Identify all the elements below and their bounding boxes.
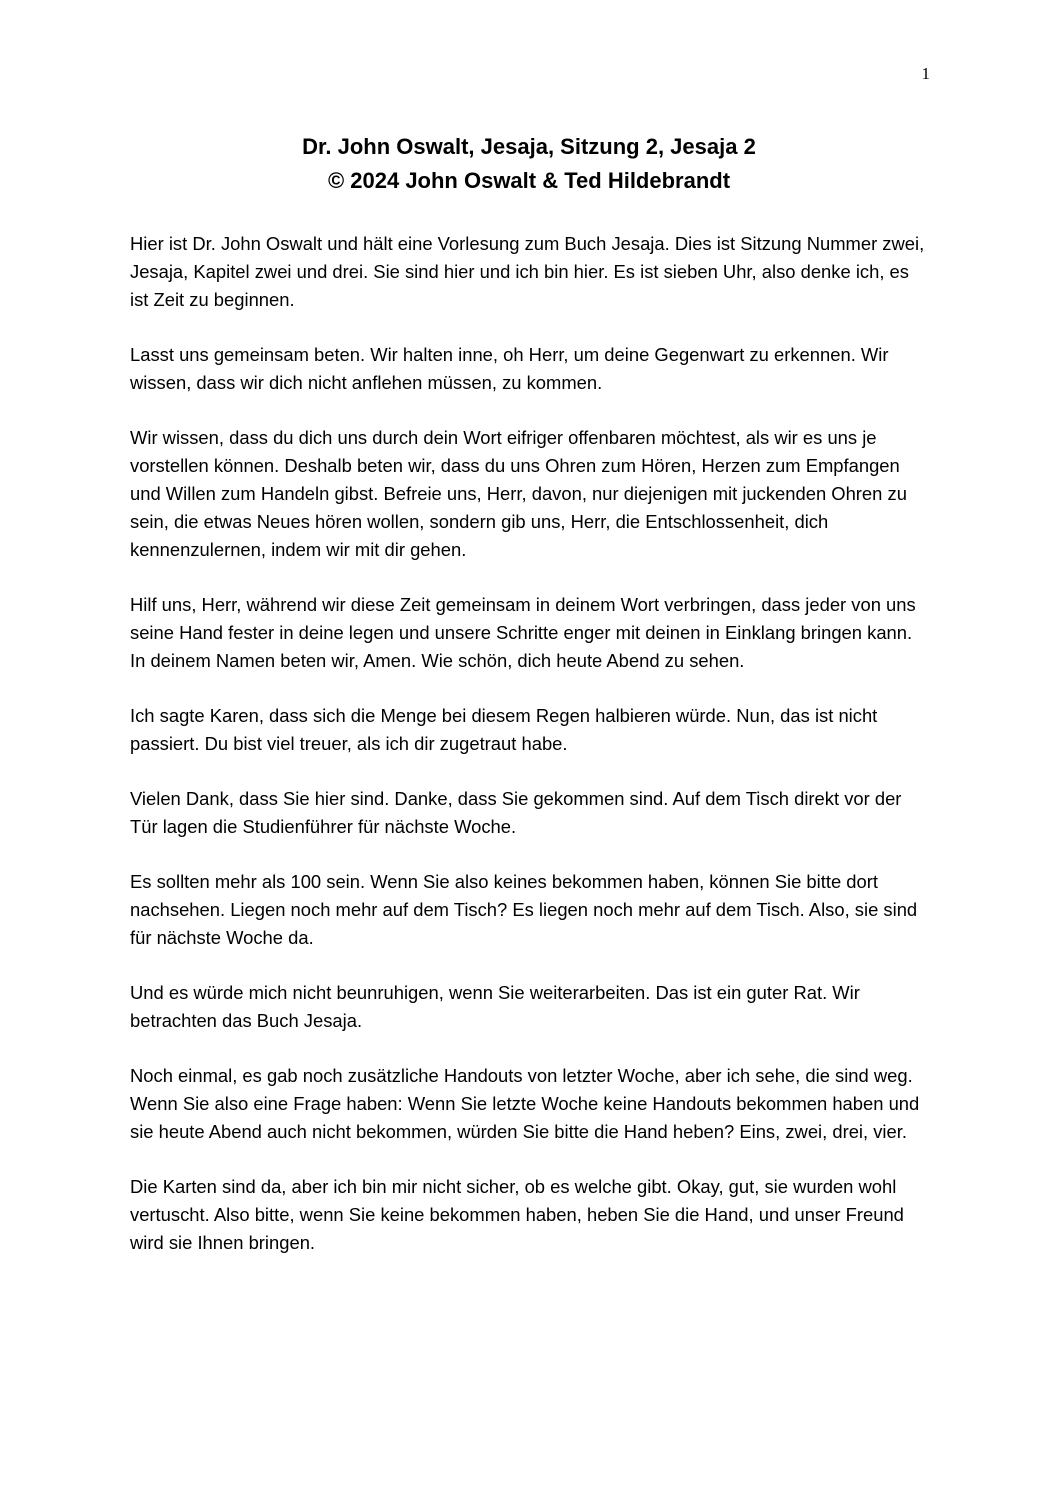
paragraph-8: Und es würde mich nicht beunruhigen, wenn Sie weiterarbeiten. Das ist ein guter Rat. Wir betrachten das Buch Jesaja.: [130, 982, 860, 1031]
paragraph-6: Vielen Dank, dass Sie hier sind. Danke, dass Sie gekommen sind. Auf dem Tisch direkt vor der Tür lagen die Studienführer für nächste Woche.: [130, 788, 902, 837]
paragraph-3: Wir wissen, dass du dich uns durch dein Wort eifriger offenbaren möchtest, als wir es uns je vorstellen können. Deshalb beten wir, dass du uns Ohren zum Hören, Herzen zum Empfangen und Willen zum Handeln gibst. Befreie uns, Herr, davon, nur diejenigen mit juckenden Ohren zu sein, die etwas Neues hören wollen, sondern gib uns, Herr, die Entschlossenheit, dich kennenzulernen, indem wir mit dir gehen.: [130, 427, 907, 560]
document-title: [0, 130, 1058, 198]
document-body: [130, 230, 930, 1284]
paragraph-1: Hier ist Dr. John Oswalt und hält eine Vorlesung zum Buch Jesaja. Dies ist Sitzung Nummer zwei, Jesaja, Kapitel zwei und drei. Sie sind hier und ich bin hier. Es ist sieben Uhr, also denke ich, es ist Zeit zu beginnen.: [130, 233, 925, 310]
title-line-2: © 2024 John Oswalt & Ted Hildebrandt: [327, 168, 731, 193]
paragraph-9: Noch einmal, es gab noch zusätzliche Handouts von letzter Woche, aber ich sehe, die sind weg. Wenn Sie also eine Frage haben: Wenn Sie letzte Woche keine Handouts bekommen haben und sie heute Abend auch nicht bekommen, würden Sie bitte die Hand heben? Eins, zwei, drei, vier.: [130, 1065, 920, 1142]
paragraph-4: Hilf uns, Herr, während wir diese Zeit gemeinsam in deinem Wort verbringen, dass jeder von uns seine Hand fester in deine legen und unsere Schritte enger mit deinen in Einklang bringen kann. In deinem Namen beten wir, Amen. Wie schön, dich heute Abend zu sehen.: [130, 594, 916, 671]
page-number: 1: [921, 64, 930, 83]
paragraph-7: Es sollten mehr als 100 sein. Wenn Sie also keines bekommen haben, können Sie bitte dort nachsehen. Liegen noch mehr auf dem Tisch? Es liegen noch mehr auf dem Tisch. Also, sie sind für nächste Woche da.: [130, 871, 918, 948]
title-line-1: Dr. John Oswalt, Jesaja, Sitzung 2, Jesaja 2: [302, 134, 756, 159]
paragraph-2: Lasst uns gemeinsam beten. Wir halten inne, oh Herr, um deine Gegenwart zu erkennen. Wir wissen, dass wir dich nicht anflehen müssen, zu kommen.: [130, 344, 889, 393]
paragraph-10: Die Karten sind da, aber ich bin mir nicht sicher, ob es welche gibt. Okay, gut, sie wurden wohl vertuscht. Also bitte, wenn Sie keine bekommen haben, heben Sie die Hand, und unser Freund wird sie Ihnen bringen.: [130, 1176, 904, 1253]
paragraph-5: Ich sagte Karen, dass sich die Menge bei diesem Regen halbieren würde. Nun, das ist nicht passiert. Du bist viel treuer, als ich dir zugetraut habe.: [130, 705, 878, 754]
